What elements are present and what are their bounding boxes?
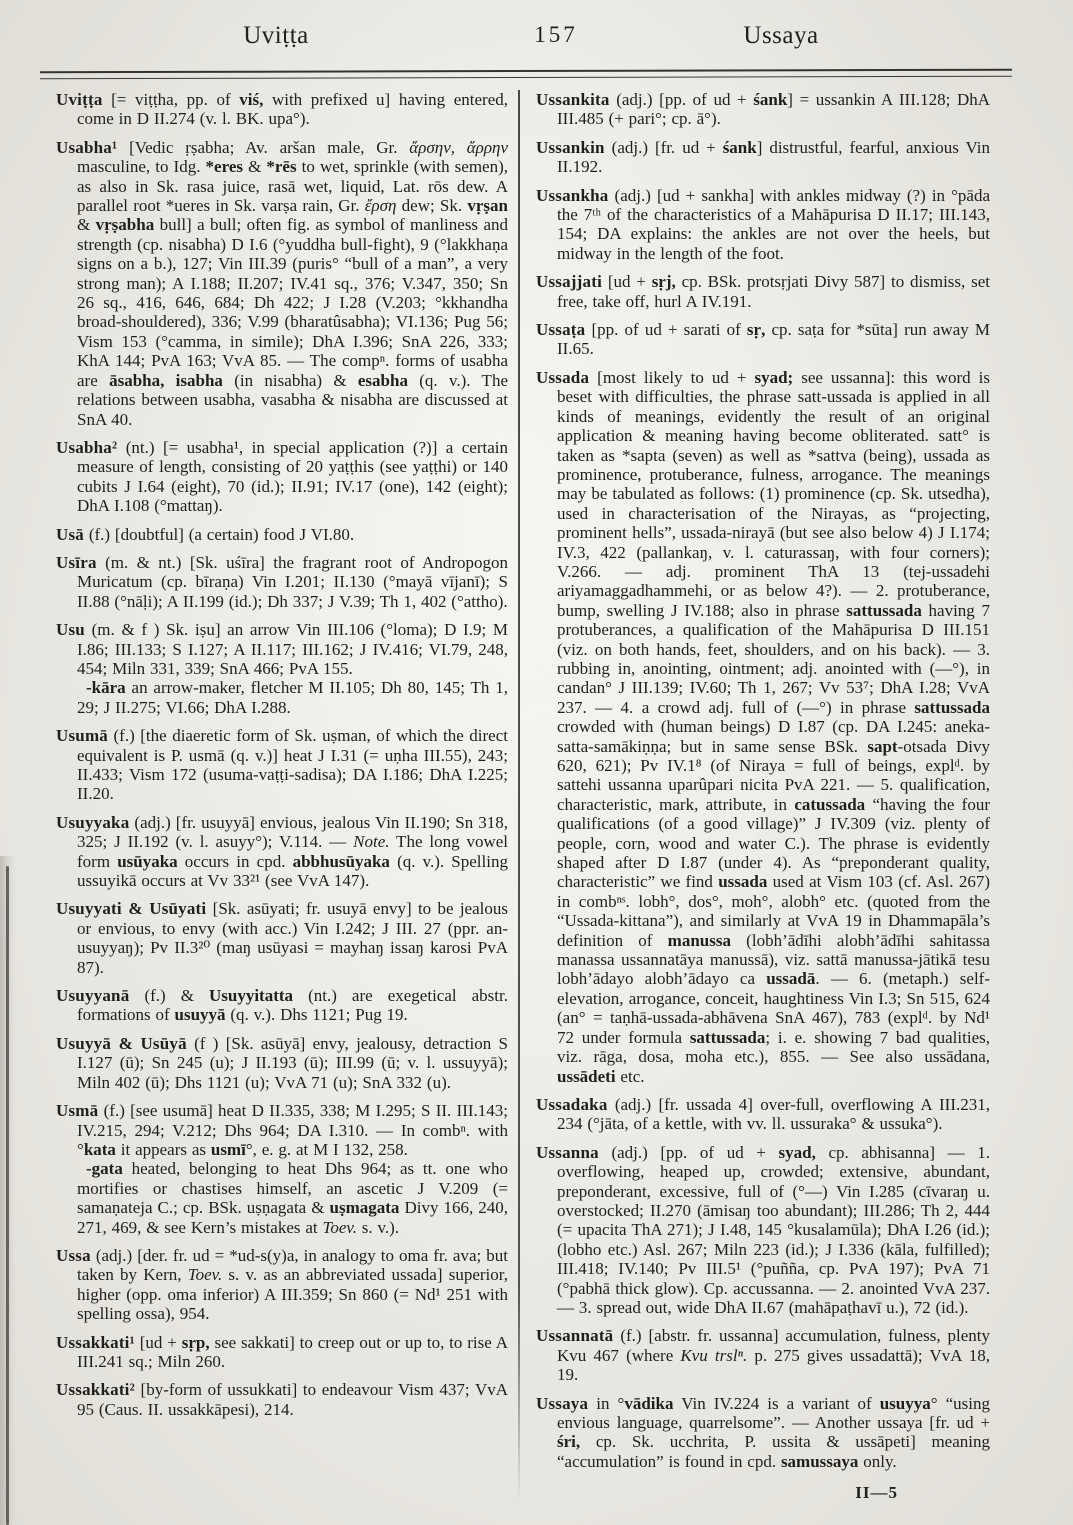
dictionary-entry <box>56 90 508 129</box>
entry-headword: Ussa <box>56 1245 91 1265</box>
entry-headword: Ussadaka <box>536 1094 608 1114</box>
entry-headword: Ussanna <box>536 1142 599 1162</box>
left-column <box>56 90 508 1503</box>
entry-text: Usmā (f.) [see usumā] heat D II.335, 338; M I.295; S II. III.143; IV.215, 294; V.212; Dhs 964; DA I.310. — In combⁿ. with °kata it appears as usmī°, e. g. at M I 132, 258. <box>56 1101 508 1159</box>
entry-headword: Usu <box>56 620 85 640</box>
page-header <box>56 22 991 64</box>
entry-text: Ussaya in °vādika Vin IV.224 is a variant of usuyya° “using envious language, quarrelsome”. — Another ussaya [fr. ud + śri, cp. Sk. ucchrita, P. ussita & ussāpeti] meaning “accumulation” is found in cpd. samussaya only. <box>536 1393 990 1471</box>
entry-text: Ussadaka (adj.) [fr. ussada 4] over-full, overflowing A III.231, 234 (°jāta, of a kettle, with vv. ll. ussuraka° & ussuka°). <box>536 1094 990 1134</box>
entry-headword: Ussankin <box>536 137 605 157</box>
entry-headword: Usabha¹ <box>56 137 118 157</box>
entry-headword: Usuyyanā <box>56 986 130 1006</box>
entry-headword: Usuyyā & Usūyā <box>56 1033 187 1053</box>
dictionary-entry <box>536 90 990 129</box>
right-column <box>520 90 990 1503</box>
entry-headword: Usabha² <box>56 437 118 457</box>
dictionary-entry <box>56 813 508 891</box>
scan-edge-artifact <box>0 856 16 1525</box>
entry-text: Ussa (adj.) [der. fr. ud = *ud-s(y)a, in analogy to oma fr. ava; but taken by Kern, Toev. s. v. as an abbreviated ussada] superior, higher (opp. oma inferior) A III.359; Sn 860 (= Nd¹ 251 with spelling ossa), 954. <box>56 1245 509 1324</box>
page-number: 157 <box>534 22 578 47</box>
entry-headword: Ussakkati¹ <box>56 1332 135 1352</box>
entry-headword: Usmā <box>56 1101 99 1121</box>
entry-headword: Ussaṭa <box>536 320 586 340</box>
entry-subparagraph: -kāra an arrow-maker, fletcher M II.105; Dh 80, 145; Th 1, 29; J II.275; VI.66; DhA I.288. <box>77 678 508 717</box>
entry-text: Usuyyā & Usūyā (f ) [Sk. asūyā] envy, jealousy, detraction S I.127 (ū); Sn 245 (u); J II.193 (ū); III.99 (ū; v. l. ussuyyā); Miln 402 (ū); Dhs 1121 (u); VvA 71 (u); SnA 332 (u). <box>56 1033 508 1092</box>
entry-text: Ussanna (adj.) [pp. of ud + syad, cp. abhisanna] — 1. overflowing, heaped up, crowded; extensive, abundant, preponderant, excessive, full of (°—) Vin I.285 (cīvaraŋ u. overstocked; II.270 (āmisaŋ too abundant); III.286; Th 2, 444 (= upacita ThA 271); J I.48, 145 °kusalamūla); DhA I.26 (id.); (lobho etc.) Asl. 267; Miln 223 (id.); J I.336 (kāla, fulfilled); III.418; IV.140; Pv III.5¹ (°puñña, cp. PvA 197); PvA 71 (°pabhā thick glow). Cp. accussanna. — 2. anointed VvA 237. — 3. spread out, wide DhA II.67 (mahāpaṭhavī u.), 72 (id.). <box>536 1142 990 1317</box>
dictionary-entry <box>56 1380 508 1419</box>
dictionary-entry <box>56 726 508 804</box>
entry-headword: Ussada <box>536 367 590 387</box>
entry-text: Ussankin (adj.) [fr. ud + śank] distrustful, fearful, anxious Vin II.192. <box>536 137 990 177</box>
entry-text: Ussannatā (f.) [abstr. fr. ussanna] accumulation, fulness, plenty Kvu 467 (where Kvu trslⁿ. p. 275 gives ussadattā); VvA 18, 19. <box>536 1326 990 1385</box>
entry-text: Usuyyati & Usūyati [Sk. asūyati; fr. usuyā envy] to be jealous or envious, to envy (with acc.) Vin I.242; J III. 27 (ppr. an-usuyyaŋ); Pv II.3²⁰ (maŋ usūyasi = mayhaŋ issaŋ karosi PvA 87). <box>56 899 508 977</box>
entry-text: Ussankita (adj.) [pp. of ud + śank] = ussankin A III.128; DhA III.485 (+ pari°; cp. ā°). <box>536 90 990 129</box>
entry-headword: Usīra <box>56 552 97 572</box>
dictionary-entry <box>56 620 508 717</box>
entry-headword: Ussakkati² <box>56 1380 135 1400</box>
dictionary-entry <box>536 138 990 177</box>
entry-text: Usu (m. & f ) Sk. iṣu] an arrow Vin III.106 (°loma); D I.9; M I.86; III.133; S I.127; A II.117; III.162; J IV.416; VI.79, 248, 454; Miln 331, 339; SnA 466; PvA 155. <box>56 620 508 678</box>
entry-text: Ussankha (adj.) [ud + sankha] with ankles midway (?) in °pāda the 7ᵗʰ of the characteristics of a Mahāpurisa D II.17; III.143, 154; DA explains: the ankles are not over the heels, but midway in the length of the foot. <box>536 185 990 263</box>
dictionary-entry <box>536 1326 990 1384</box>
dictionary-entry <box>56 138 508 429</box>
dictionary-entry <box>56 1101 508 1237</box>
entry-text: Ussakkati¹ [ud + sṛp, see sakkati] to creep out or up to, to rise A III.241 sq.; Miln 260. <box>56 1332 508 1371</box>
dictionary-entry <box>56 1333 508 1372</box>
entry-text: Ussakkati² [by-form of ussukkati] to endeavour Vism 437; VvA 95 (Caus. II. ussakkāpesi), 214. <box>56 1380 508 1419</box>
entry-headword: Ussaya <box>536 1393 589 1413</box>
entry-subparagraph: -gata heated, belonging to heat Dhs 964; as tt. one who mortifies or chastises himself, an ascetic J V.209 (= samaṇateja C.; cp. BSk. uṣṇagata & uṣmagata Divy 166, 240, 271, 469, & see Kern’s mistakes at Toev. s. v.). <box>77 1159 508 1237</box>
dictionary-entry <box>56 553 508 611</box>
entry-headword: Ussajjati <box>536 272 603 292</box>
entry-text: Usumā (f.) [the diaeretic form of Sk. uṣman, of which the direct equivalent is P. usmā (q. v.)] heat J I.31 (= uṇha III.55), 243; II.433; Vism 172 (usuma-vaṭṭi-sadisa); DA I.186; DhA I.225; II.20. <box>56 726 508 804</box>
dictionary-entry <box>56 986 508 1025</box>
dictionary-entry <box>536 186 990 264</box>
header-rule <box>40 69 1012 80</box>
header-left-keyword: Uviṭṭa <box>243 22 309 49</box>
entry-headword: Uviṭṭa <box>56 90 103 109</box>
entry-headword: Ussannatā <box>536 1326 614 1346</box>
dictionary-entry <box>536 272 990 311</box>
dictionary-entry <box>536 1394 990 1472</box>
entry-headword: Usuyyaka <box>56 812 130 832</box>
entry-headword: Usā <box>56 524 84 544</box>
entry-text: Ussaṭa [pp. of ud + sarati of sṛ, cp. saṭa for *sūta] run away M II.65. <box>536 320 990 359</box>
entry-text: Usā (f.) [doubtful] (a certain) food J VI.80. <box>56 524 355 544</box>
dictionary-entry <box>56 1034 508 1092</box>
dictionary-entry <box>56 899 508 977</box>
entry-text: Usuyyanā (f.) & Usuyyitatta (nt.) are exegetical abstr. formations of usuyyā (q. v.). Dhs 1121; Pug 19. <box>56 986 508 1025</box>
dictionary-entry <box>536 1095 990 1134</box>
dictionary-entry <box>56 1246 508 1324</box>
entry-text: Usuyyaka (adj.) [fr. usuyyā] envious, jealous Vin II.190; Sn 318, 325; J II.192 (v. l. asuyy°); V.114. — Note. The long vowel form usūyaka occurs in cpd. abbhusūyaka (q. v.). Spelling ussuyikā occurs at Vv 33²¹ (see VvA 147). <box>56 812 508 891</box>
entry-text: Ussada [most likely to ud + syad; see ussanna]: this word is beset with difficulties, the phrase satt-ussada is applied in all kinds of meanings, evidently the result of an original application & meaning having become obliterated. satt° is taken as *sapta (seven) as well as *sattva (being), ussada as prominence, protuberance, fulness, arrogance. The meanings may be tabulated as follows: (1) prominence (cp. Sk. utsedha), used in characterisation of the Nirayas, as “projecting, prominent hells”, ussada-nirayā (but see also below 4) J I.174; IV.3, 422 (pallankaŋ, v. l. caturassaŋ, with four corners); V.266. — adj. prominent ThA 13 (tej-ussadehi ariyamaggadhammehi, or as below 4?). — 2. protuberance, bump, swelling J IV.188; also in phrase sattussada having 7 protuberances, a qualification of the Mahāpurisa D III.151 (viz. on both hands, feet, shoulders, and on his back). — 3. rubbing in, anointing, ointment; adj. anointed with (—°), in candan° J III.139; IV.60; Th 1, 267; Vv 53⁷; DhA I.28; VvA 237. — 4. a crowd adj. full of (—°) in phrase sattussada crowded with (human beings) D I.87 (cp. DA I.245: aneka-satta-samākiṇṇa; but in same sense BSk. sapt-otsada Divy 620, 621); Pv IV.1⁸ (of Niraya = full of beings, explᵈ. by sattehi ussanna uparûpari nicita PvA 221. — 5. qualification, characteristic, mark, attribute, in catussada “having the four qualifications (of a good village)” J IV.309 (viz. plenty of people, corn, wood and water C.). The phrase is evidently shaped after D I.87 (under 4). As “preponderant quality, characteristic” we find ussada used at Vism 103 (cf. Asl. 267) in combⁿˢ. lobh°, dos°, moh°, alobh° etc. (quoted from the “Ussada-kittana”), and similarly at VvA 19 in Dhammapāla’s definition of manussa (lobh’ādīhi alobh’ādīhi sahitassa manassa ussannatāya manussā), viz. sattā manussa-jātikā tesu lobh’ādayo alobh’ādayo ca ussadā. — 6. (metaph.) self-elevation, arrogance, conceit, haughtiness Vin I.3; Sn 515, 624 (an° = taṇhā-ussada-abhāvena SnA 467), 783 (explᵈ. by Nd¹ 72 under formula sattussada; i. e. showing 7 bad qualities, viz. rāga, dosa, moha etc.), 855. — See also ussādana, ussādeti etc. <box>536 367 991 1086</box>
dictionary-entry <box>536 320 990 359</box>
columns <box>56 90 990 1503</box>
dictionary-entry <box>56 525 508 544</box>
dictionary-entry <box>536 368 990 1086</box>
entry-text: Uviṭṭa [= viṭṭha, pp. of viś, with prefixed u] having entered, come in D II.274 (v. l. BK. upa°). <box>56 90 508 129</box>
entry-headword: Usuyyati & Usūyati <box>56 899 207 919</box>
header-right-keyword: Ussaya <box>743 22 819 49</box>
entry-text: Usīra (m. & nt.) [Sk. uśīra] the fragrant root of Andropogon Muricatum (cp. bīraṇa) Vin I.201; II.130 (°mayā vījanī); S II.88 (°nāḷi); A II.199 (id.); Dh 337; J V.39; Th 1, 402 (°attho). <box>56 552 508 611</box>
dictionary-entry <box>536 1143 990 1318</box>
entry-text: Ussajjati [ud + sṛj, cp. BSk. protsṛjati Divy 587] to dismiss, set free, take off, hurl A IV.191. <box>536 272 990 311</box>
dictionary-entry <box>56 438 508 516</box>
entry-text: Usabha² (nt.) [= usabha¹, in special application (?)] a certain measure of length, consisting of 20 yaṭṭhis (see yaṭṭhi) or 140 cubits J I.64 (eight), 70 (id.); II.91; IV.17 (one), 142 (eight); DhA I.108 (°mattaŋ). <box>56 437 508 516</box>
entry-headword: Usumā <box>56 726 109 746</box>
entry-headword: Ussankha <box>536 185 609 205</box>
entry-headword: Ussankita <box>536 90 610 109</box>
entry-text: Usabha¹ [Vedic ṛṣabha; Av. aršan male, Gr. ἄρσην, ἄρρην masculine, to Idg. *eres & *rēs to wet, sprinkle (with semen), as also in Sk. rasa juice, rasā wet, liquid, Lat. rōs dew. A parallel root *ueres in Sk. varṣa rain, Gr. ἔρση dew; Sk. vṛṣan & vṛṣabha bull] a bull; often fig. as symbol of manliness and strength (cp. nisabha) D I.6 (°yuddha bull-fight), 9 (°lakkhaṇa signs on a b.), 127; Vin III.39 (puris° “bull of a man”, a very strong man); A I.188; II.207; IV.41 sq., 376; V.347, 350; Sn 26 sq., 416, 646, 684; Dh 422; J I.28 (V.203; °kkhandha broad-shouldered), 336; V.99 (bharatûsabha); VI.136; Pug 56; Vism 153 (°camma, in simile); DhA I.396; SnA 226, 333; KhA 144; PvA 163; VvA 85. — The compⁿ. forms of usabha are āsabha, isabha (in nisabha) & esabha (q. v.). The relations between usabha, vasabha & nisabha are discussed at SnA 40. <box>56 137 509 429</box>
printer-signature: II—5 <box>855 1483 898 1503</box>
